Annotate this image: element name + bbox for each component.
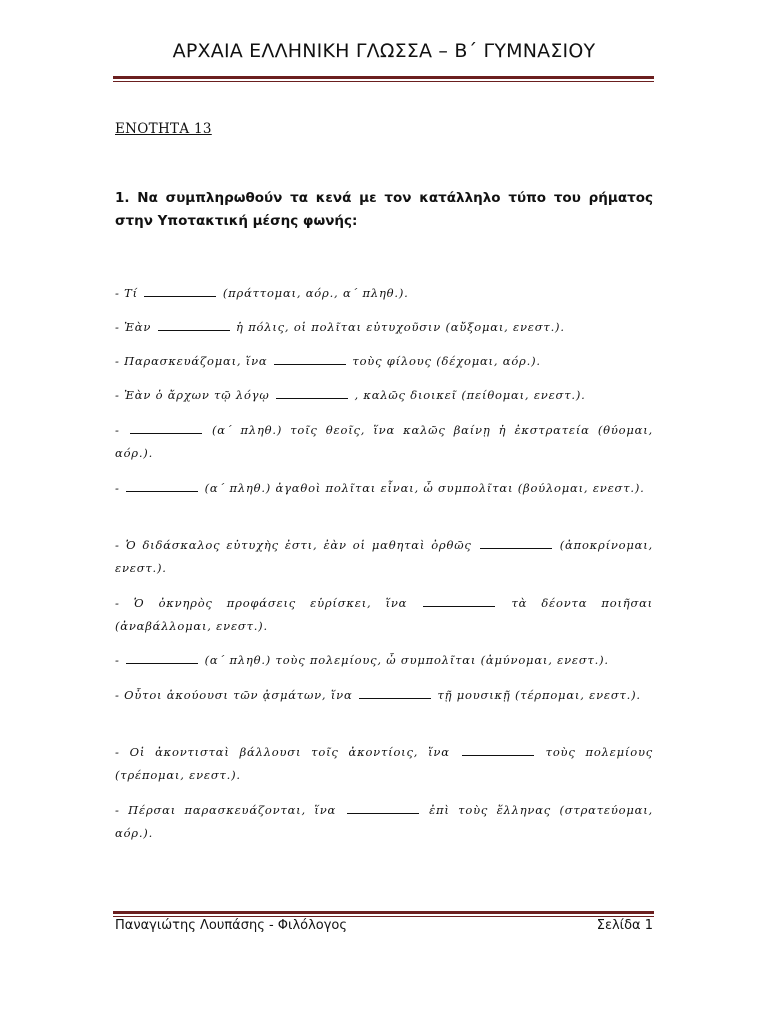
exercise-item — [115, 316, 653, 339]
item-text-before: - — [115, 653, 120, 667]
header-rule — [113, 76, 654, 79]
item-text-after: τὰ δέοντα ποιῆσαι (ἀναβάλλομαι, ενεστ.). — [115, 596, 653, 633]
item-text-before: - Τί — [115, 286, 138, 300]
item-text-after: , καλῶς διοικεῖ (πείθομαι, ενεστ.). — [354, 388, 586, 402]
item-text-after: (α΄ πληθ.) τοῖς θεοῖς, ἵνα καλῶς βαίνῃ ἡ ἐκστρατεία (θύομαι, αόρ.). — [115, 423, 653, 460]
fill-blank[interactable] — [480, 536, 552, 549]
fill-blank[interactable] — [423, 594, 495, 607]
item-text-after: ἐπὶ τοὺς ἕλληνας (στρατεύομαι, αόρ.). — [115, 803, 653, 840]
item-text-before: - Ὁ ὀκνηρὸς προφάσεις εὑρίσκει, ἵνα — [115, 596, 408, 610]
exercise-instruction: 1. Να συμπληρωθούν τα κενά με τον κατάλληλο τύπο του ρήματος στην Υποτακτική μέσης φωνής: — [115, 190, 653, 229]
footer-page-number: Σελίδα 1 — [596, 918, 653, 933]
item-text-after: τῇ μουσικῇ (τέρπομαι, ενεστ.). — [437, 688, 641, 702]
exercise-item — [115, 282, 653, 305]
item-text-after: τοὺς πολεμίους (τρέπομαι, ενεστ.). — [115, 745, 653, 782]
footer-rule-thin — [113, 916, 654, 917]
exercise-item — [115, 350, 653, 373]
item-text-before: - — [115, 423, 120, 437]
item-text-after: τοὺς φίλους (δέχομαι, αόρ.). — [352, 354, 541, 368]
item-text-before: - Ἐὰν ὁ ἄρχων τῷ λόγῳ — [115, 388, 270, 402]
fill-blank[interactable] — [158, 318, 230, 331]
unit-title: ΕΝΟΤΗΤΑ 13 — [115, 121, 212, 137]
item-text-before: - Πέρσαι παρασκευάζονται, ἵνα — [115, 803, 337, 817]
footer-rule — [113, 911, 654, 914]
fill-blank[interactable] — [126, 651, 198, 664]
exercise-item — [115, 384, 653, 407]
exercise-item — [115, 477, 653, 500]
item-text-before: - Ὁ διδάσκαλος εὐτυχὴς ἐστι, ἐὰν οἱ μαθηταὶ ὀρθῶς — [115, 538, 472, 552]
footer-author: Παναγιώτης Λουπάσης - Φιλόλογος — [115, 918, 348, 933]
exercise-item — [115, 534, 653, 580]
fill-blank[interactable] — [274, 352, 346, 365]
exercise-item — [115, 419, 653, 465]
exercise-item — [115, 592, 653, 638]
fill-blank[interactable] — [359, 686, 431, 699]
item-text-after: (πράττομαι, αόρ., α΄ πληθ.). — [222, 286, 409, 300]
header-rule-thin — [113, 81, 654, 82]
item-text-after: (α΄ πληθ.) τοὺς πολεμίους, ὦ συμπολῖται (ἀμύνομαι, ενεστ.). — [204, 653, 609, 667]
item-text-before: - Ἐὰν — [115, 320, 152, 334]
item-text-after: (ἀποκρίνομαι, ενεστ.). — [115, 538, 653, 575]
item-text-before: - Οἱ ἀκοντισταὶ βάλλουσι τοῖς ἀκοντίοις, ἵνα — [115, 745, 450, 759]
fill-blank[interactable] — [126, 479, 198, 492]
item-text-before: - Παρασκευάζομαι, ἵνα — [115, 354, 268, 368]
exercise-item — [115, 741, 653, 787]
fill-blank[interactable] — [276, 386, 348, 399]
fill-blank[interactable] — [130, 421, 202, 434]
item-text-before: - — [115, 481, 120, 495]
item-text-after: (α΄ πληθ.) ἀγαθοὶ πολῖται εἶναι, ὦ συμπολῖται (βούλομαι, ενεστ.). — [204, 481, 645, 495]
fill-blank[interactable] — [462, 743, 534, 756]
fill-blank[interactable] — [144, 284, 216, 297]
exercise-item — [115, 799, 653, 845]
fill-blank[interactable] — [347, 801, 419, 814]
item-text-after: ἡ πόλις, οἱ πολῖται εὐτυχοῦσιν (αὔξομαι, ενεστ.). — [236, 320, 565, 334]
exercise-item — [115, 649, 653, 672]
page-header-title: ΑΡΧΑΙΑ ΕΛΛΗΝΙΚΗ ΓΛΩΣΣΑ – Β΄ ΓΥΜΝΑΣΙΟΥ — [172, 40, 596, 62]
item-text-before: - Οὗτοι ἀκούουσι τῶν ᾀσμάτων, ἵνα — [115, 688, 353, 702]
exercise-item — [115, 684, 653, 707]
